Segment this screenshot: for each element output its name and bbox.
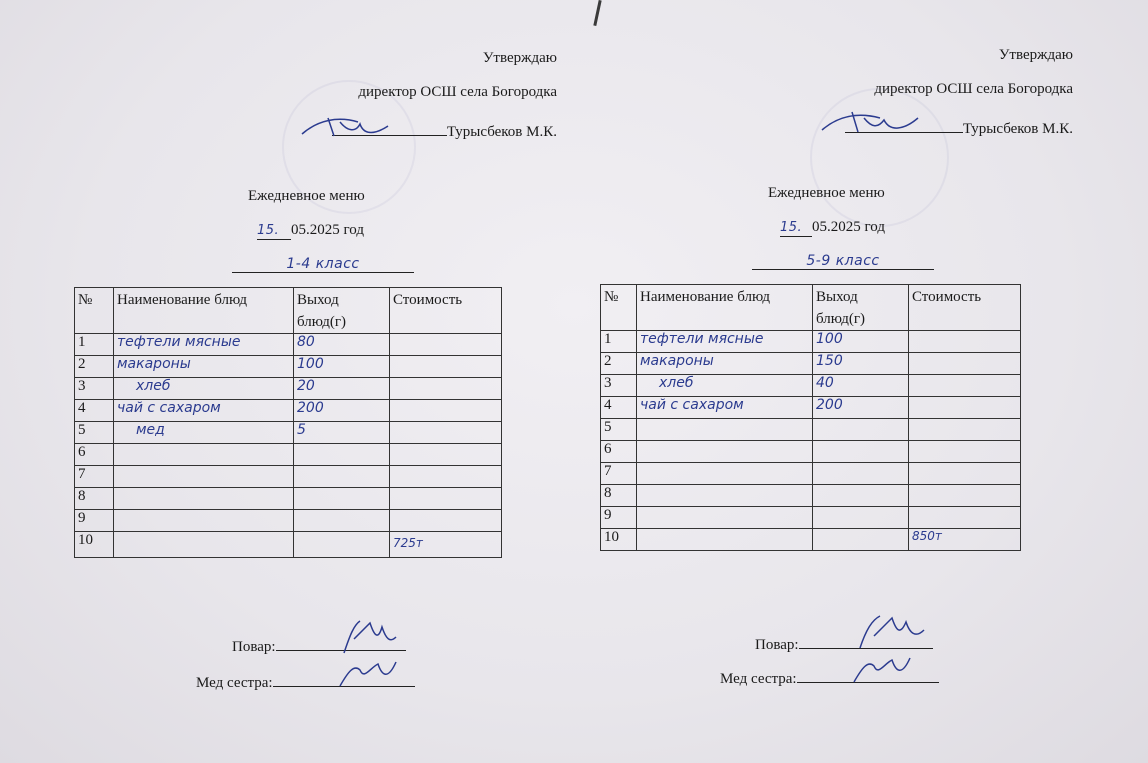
dish-cost <box>390 488 502 510</box>
dish-name: тефтели мясные <box>637 331 813 353</box>
row-num: 10 <box>75 532 114 558</box>
dish-cost <box>390 466 502 488</box>
dish-yield <box>813 507 909 529</box>
table-row <box>601 419 1021 441</box>
date-day: 15. <box>780 220 812 237</box>
dish-cost <box>909 463 1021 485</box>
table-row <box>601 441 1021 463</box>
dish-yield <box>294 466 390 488</box>
dish-name <box>114 466 294 488</box>
dish-yield <box>294 488 390 510</box>
header-yield: Выход блюд(г) <box>294 288 390 334</box>
header-num: № <box>601 285 637 331</box>
nurse-label: Мед сестра: <box>196 675 273 691</box>
header-cost: Стоимость <box>390 288 502 334</box>
row-num: 2 <box>75 356 114 378</box>
row-num: 7 <box>75 466 114 488</box>
date-day: 15. <box>257 223 291 240</box>
table-row <box>601 463 1021 485</box>
director-position: директор ОСШ села Богородка <box>874 81 1073 97</box>
dish-cost <box>390 444 502 466</box>
row-num: 5 <box>601 419 637 441</box>
dish-cost: 850т <box>909 529 1021 551</box>
menu-date <box>780 219 885 237</box>
dish-cost <box>390 334 502 356</box>
cook-label: Повар: <box>755 637 799 653</box>
table-row <box>75 532 502 558</box>
nurse-signature <box>848 650 918 686</box>
grade-label: 5-9 класс <box>752 253 934 270</box>
table-row <box>75 400 502 422</box>
cook-signature <box>330 617 400 657</box>
table-header <box>75 288 502 334</box>
dish-cost <box>909 397 1021 419</box>
header-name: Наименование блюд <box>114 288 294 334</box>
dish-name <box>637 485 813 507</box>
header-num: № <box>75 288 114 334</box>
row-num: 1 <box>601 331 637 353</box>
row-num: 2 <box>601 353 637 375</box>
grade-label: 1-4 класс <box>232 256 414 273</box>
dish-yield <box>294 444 390 466</box>
dish-name <box>637 441 813 463</box>
dish-yield: 100 <box>813 331 909 353</box>
grade-line <box>752 253 934 270</box>
dish-yield: 200 <box>294 400 390 422</box>
row-num: 9 <box>601 507 637 529</box>
cook-label: Повар: <box>232 639 276 655</box>
dish-cost <box>909 353 1021 375</box>
cook-signature <box>848 612 928 652</box>
header-yield: Выход блюд(г) <box>813 285 909 331</box>
table-row <box>601 397 1021 419</box>
dish-cost <box>390 422 502 444</box>
dish-yield <box>294 510 390 532</box>
dish-cost <box>909 419 1021 441</box>
approve-label: Утверждаю <box>998 47 1073 63</box>
header-name: Наименование блюд <box>637 285 813 331</box>
nurse-label: Мед сестра: <box>720 671 797 687</box>
row-num: 7 <box>601 463 637 485</box>
row-num: 6 <box>75 444 114 466</box>
menu-table-right <box>600 284 1021 551</box>
dish-name: хлеб <box>637 375 813 397</box>
table-row <box>75 510 502 532</box>
dish-yield <box>813 485 909 507</box>
table-row <box>75 334 502 356</box>
dish-name <box>637 507 813 529</box>
director-signature <box>818 106 943 138</box>
dish-cost <box>909 375 1021 397</box>
dish-yield: 100 <box>294 356 390 378</box>
dish-cost <box>390 356 502 378</box>
dish-yield: 5 <box>294 422 390 444</box>
dish-cost <box>390 378 502 400</box>
table-row <box>75 356 502 378</box>
dish-yield: 80 <box>294 334 390 356</box>
director-position: директор ОСШ села Богородка <box>358 84 557 100</box>
menu-title: Ежедневное меню <box>768 185 885 201</box>
dish-cost <box>390 510 502 532</box>
header-cost: Стоимость <box>909 285 1021 331</box>
dish-name <box>114 510 294 532</box>
dish-name <box>114 532 294 558</box>
dish-cost <box>390 400 502 422</box>
dish-yield <box>813 419 909 441</box>
table-header <box>601 285 1021 331</box>
row-num: 5 <box>75 422 114 444</box>
table-row <box>75 488 502 510</box>
dish-name <box>114 488 294 510</box>
dish-yield <box>294 532 390 558</box>
dish-name: хлеб <box>114 378 294 400</box>
table-row <box>75 444 502 466</box>
row-num: 3 <box>601 375 637 397</box>
row-num: 1 <box>75 334 114 356</box>
table-row <box>601 375 1021 397</box>
row-num: 8 <box>601 485 637 507</box>
grade-line <box>232 256 414 273</box>
table-row <box>75 422 502 444</box>
table-row <box>601 485 1021 507</box>
director-name: Турысбеков М.К. <box>962 121 1073 137</box>
dish-yield <box>813 463 909 485</box>
dish-yield: 200 <box>813 397 909 419</box>
dish-name <box>637 529 813 551</box>
dish-cost <box>909 507 1021 529</box>
approve-label: Утверждаю <box>482 50 557 66</box>
dish-cost <box>909 485 1021 507</box>
menu-date <box>257 222 364 240</box>
dish-name: мед <box>114 422 294 444</box>
table-row <box>601 353 1021 375</box>
director-name: Турысбеков М.К. <box>446 124 557 140</box>
table-row <box>75 466 502 488</box>
row-num: 3 <box>75 378 114 400</box>
dish-name <box>114 444 294 466</box>
director-signature <box>298 112 418 142</box>
date-rest: 05.2025 год <box>291 222 364 238</box>
dish-name <box>637 419 813 441</box>
row-num: 9 <box>75 510 114 532</box>
dish-cost <box>909 441 1021 463</box>
nurse-signature <box>334 656 404 690</box>
dish-yield <box>813 529 909 551</box>
dish-name <box>637 463 813 485</box>
row-num: 10 <box>601 529 637 551</box>
dish-name: макароны <box>637 353 813 375</box>
table-row <box>601 331 1021 353</box>
table-row <box>75 378 502 400</box>
dish-cost <box>909 331 1021 353</box>
menu-table-left <box>74 287 502 558</box>
dish-yield <box>813 441 909 463</box>
dish-name: тефтели мясные <box>114 334 294 356</box>
menu-title: Ежедневное меню <box>248 188 365 204</box>
row-num: 4 <box>601 397 637 419</box>
dish-yield: 20 <box>294 378 390 400</box>
date-rest: 05.2025 год <box>812 219 885 235</box>
dish-cost: 725т <box>390 532 502 558</box>
dish-yield: 40 <box>813 375 909 397</box>
row-num: 4 <box>75 400 114 422</box>
table-row <box>601 529 1021 551</box>
row-num: 6 <box>601 441 637 463</box>
dish-yield: 150 <box>813 353 909 375</box>
dish-name: макароны <box>114 356 294 378</box>
row-num: 8 <box>75 488 114 510</box>
dish-name: чай с сахаром <box>114 400 294 422</box>
dish-name: чай с сахаром <box>637 397 813 419</box>
table-row <box>601 507 1021 529</box>
